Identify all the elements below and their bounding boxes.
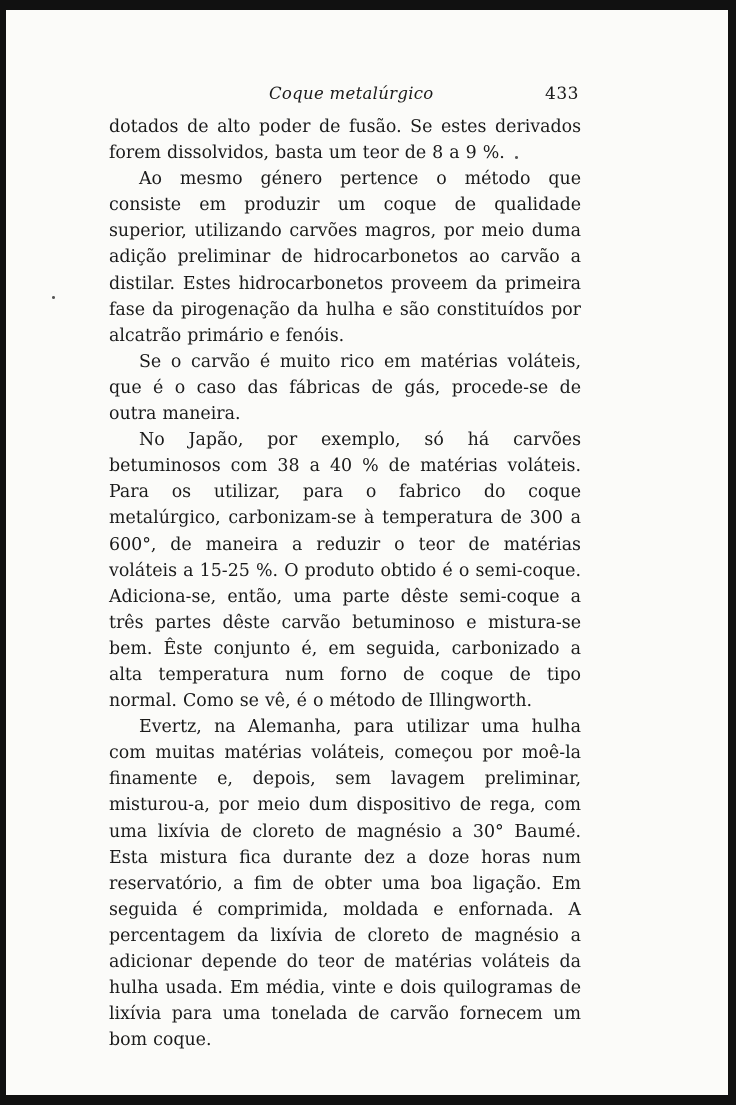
paragraph: Evertz, na Alemanha, para utilizar uma hulha com muitas matérias voláteis, começou por moê-la finamente e, depois, sem lavagem preliminar, misturou-a, por meio dum dispositivo de rega, com uma lixívia de cloreto de magnésio a 30° Baumé. Esta mistura fica durante dez a doze horas num reservatório, a fim de obter uma boa ligação. Em seguida é comprimida, moldada e enfornada. A percentagem da lixívia de cloreto de magnésio a adicionar depende do teor de matérias voláteis da hulha usada. Em média, vinte e dois quilogramas de lixívia para uma tonelada de carvão fornecem um bom coque. [109,717,581,1051]
page-number: 433 [545,84,579,104]
paragraph: Se o carvão é muito rico em matérias voláteis, que é o caso das fábricas de gás, procede-se de outra maneira. [109,351,581,425]
paragraph: No Japão, por exemplo, só há carvões betuminosos com 38 a 40 % de matérias voláteis. Para os utilizar, para o fabrico do coque metalúrgico, carbonizam-se à temperatura de 300 a 600°, de maneira a reduzir o teor de matérias voláteis a 15-25 %. O produto obtido é o semi-coque. Adiciona-se, então, uma parte dêste semi-coque a três partes dêste carvão betuminoso e mistura-se bem. Êste conjunto é, em seguida, carbonizado a alta temperatura num forno de coque de tipo normal. Como se vê, é o método de Illingworth. [109,430,581,712]
paragraph: Ao mesmo género pertence o método que consiste em produzir um coque de qualidade superior, utilizando carvões magros, por meio duma adição preliminar de hidrocarbonetos ao carvão a distilar. Estes hidrocarbonetos proveem da primeira fase da pirogenação da hulha e são constituídos por alcatrão primário e fenóis. [109,169,581,346]
running-head [109,80,581,114]
book-page [109,80,581,1053]
ink-speck [52,296,55,299]
paragraph: dotados de alto poder de fusão. Se estes derivados forem dissolvidos, basta um teor de 8 a 9 %. [109,117,581,164]
running-title: Coque metalúrgico [269,84,434,103]
